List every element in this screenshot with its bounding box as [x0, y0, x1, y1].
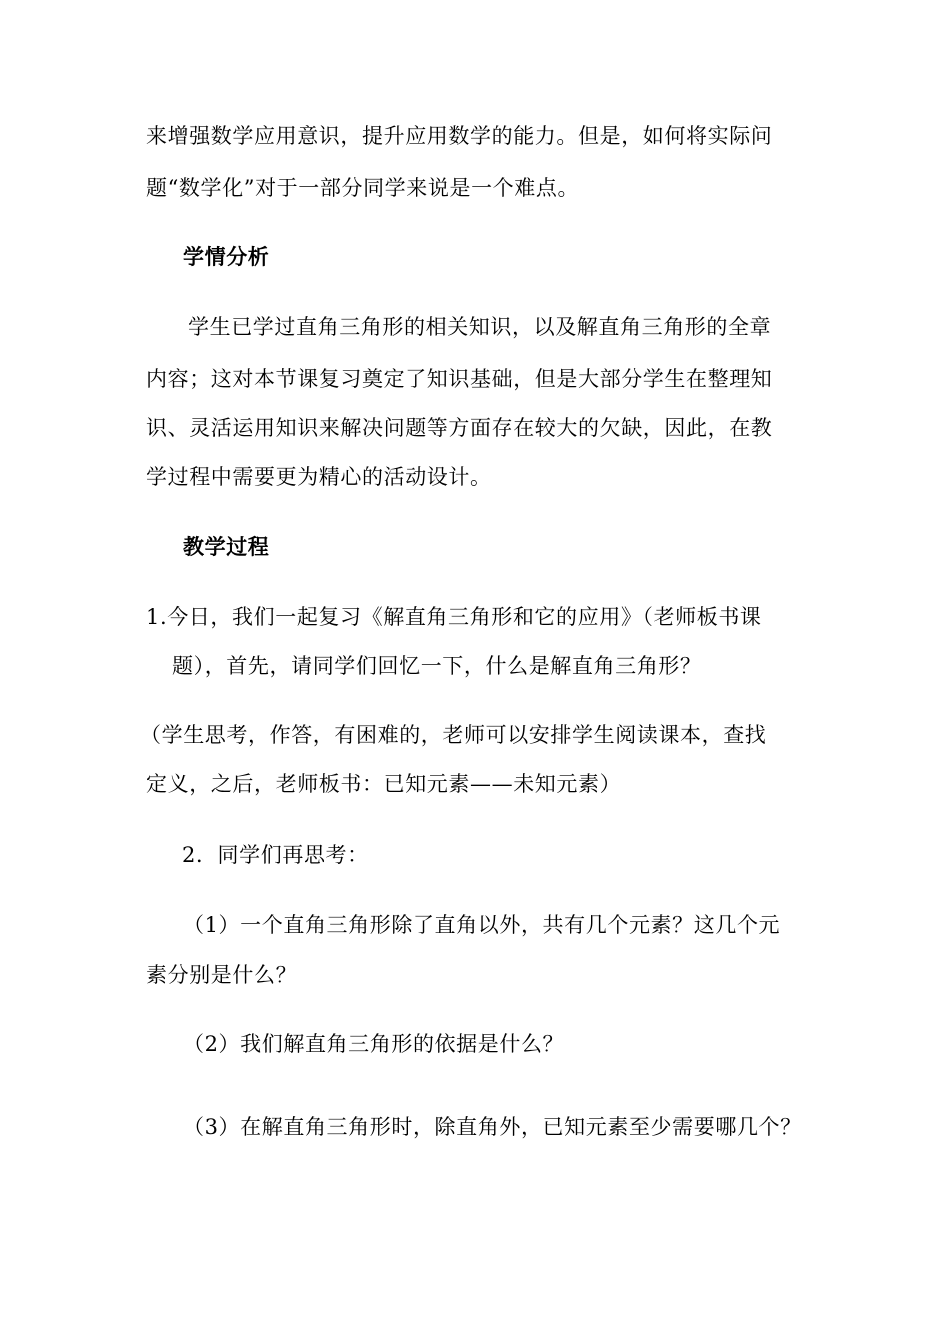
intro-line-2: 题“数学化”对于一部分同学来说是一个难点。: [146, 176, 580, 200]
question-1-line-2: 素分别是什么？: [146, 963, 298, 987]
process-note-line-2: 定义，之后，老师板书：已知元素——未知元素）: [146, 772, 622, 796]
question-2: （2）我们解直角三角形的依据是什么？: [183, 1032, 565, 1056]
section-heading-analysis: 学情分析: [183, 245, 270, 269]
process-item1-line-2: 题），首先，请同学们回忆一下，什么是解直角三角形？: [172, 654, 702, 678]
question-3: （3）在解直角三角形时，除直角外，已知元素至少需要哪几个？: [183, 1115, 802, 1139]
question-1-line-1: （1）一个直角三角形除了直角以外，共有几个元素？这几个元: [183, 913, 781, 937]
analysis-line-1: 学生已学过直角三角形的相关知识，以及解直角三角形的全章: [188, 315, 772, 339]
intro-line-1: 来增强数学应用意识，提升应用数学的能力。但是，如何将实际问: [146, 124, 773, 148]
analysis-line-4: 学过程中需要更为精心的活动设计。: [146, 465, 492, 489]
process-item1-line-1: 1.今日，我们一起复习《解直角三角形和它的应用》（老师板书课: [146, 605, 762, 629]
analysis-line-2: 内容；这对本节课复习奠定了知识基础，但是大部分学生在整理知: [146, 367, 773, 391]
section-heading-process: 教学过程: [183, 535, 270, 559]
analysis-line-3: 识、灵活运用知识来解决问题等方面存在较大的欠缺，因此，在教: [146, 416, 773, 440]
process-item2: 2．同学们再思考：: [182, 843, 369, 867]
process-note-line-1: （学生思考，作答，有困难的，老师可以安排学生阅读课本，查找: [140, 723, 767, 747]
